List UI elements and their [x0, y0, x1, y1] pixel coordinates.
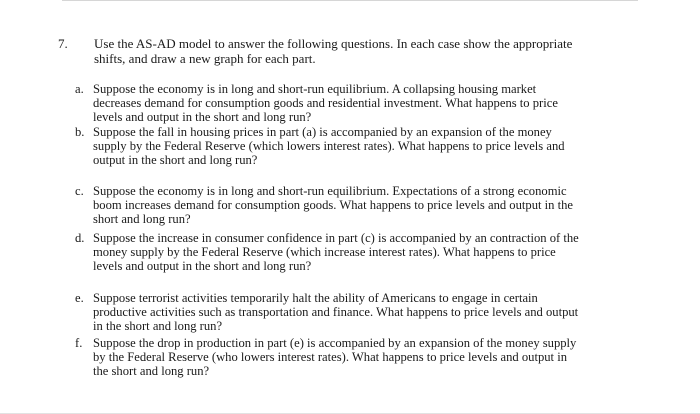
- top-divider: [62, 0, 638, 1]
- question-intro: [94, 36, 624, 66]
- part-letter: e.: [75, 291, 84, 305]
- part-line: Suppose the drop in production in part (e) is accompanied by an expansion of the money supply: [93, 336, 577, 350]
- part-line: levels and output in the short and long run?: [93, 110, 312, 125]
- intro-line: Use the AS-AD model to answer the following questions. In each case show the appropriate: [94, 36, 573, 51]
- part-line: in the short and long run?: [93, 319, 223, 334]
- part-letter: a.: [75, 82, 84, 96]
- part-line: short and long run?: [93, 212, 191, 227]
- part-letter: f.: [75, 336, 83, 350]
- part-letter: d.: [75, 231, 85, 245]
- part-text: [93, 184, 603, 227]
- part-line: the short and long run?: [93, 364, 210, 379]
- part-line: by the Federal Reserve (who lowers interest rates). What happens to price levels and output in: [93, 350, 567, 365]
- part-line: levels and output in the short and long run?: [93, 259, 312, 274]
- part-line: Suppose terrorist activities temporarily halt the ability of Americans to engage in certain: [93, 291, 538, 305]
- question-number: 7.: [58, 36, 68, 51]
- part-line: money supply by the Federal Reserve (which increase interest rates). What happens to price: [93, 245, 556, 260]
- part-text: [93, 291, 603, 334]
- part-letter: c.: [75, 184, 84, 198]
- part-text: [93, 125, 603, 168]
- part-line: output in the short and long run?: [93, 153, 258, 168]
- part-text: [93, 336, 603, 379]
- part-text: [93, 82, 603, 125]
- part-line: productive activities such as transportation and finance. What happens to price levels and output: [93, 305, 579, 320]
- intro-line: shifts, and draw a new graph for each part.: [94, 51, 316, 66]
- part-line: supply by the Federal Reserve (which lowers interest rates). What happens to price levels and: [93, 139, 565, 154]
- part-letter: b.: [75, 125, 85, 139]
- part-line: decreases demand for consumption goods and residential investment. What happens to price: [93, 96, 558, 111]
- part-line: Suppose the economy is in long and short-run equilibrium. Expectations of a strong economic: [93, 184, 567, 198]
- part-line: Suppose the fall in housing prices in part (a) is accompanied by an expansion of the money: [93, 125, 552, 139]
- part-text: [93, 231, 603, 274]
- part-line: Suppose the economy is in long and short-run equilibrium. A collapsing housing market: [93, 82, 537, 96]
- part-line: boom increases demand for consumption goods. What happens to price levels and output in the: [93, 198, 573, 213]
- part-line: Suppose the increase in consumer confidence in part (c) is accompanied by an contraction of the: [93, 231, 579, 245]
